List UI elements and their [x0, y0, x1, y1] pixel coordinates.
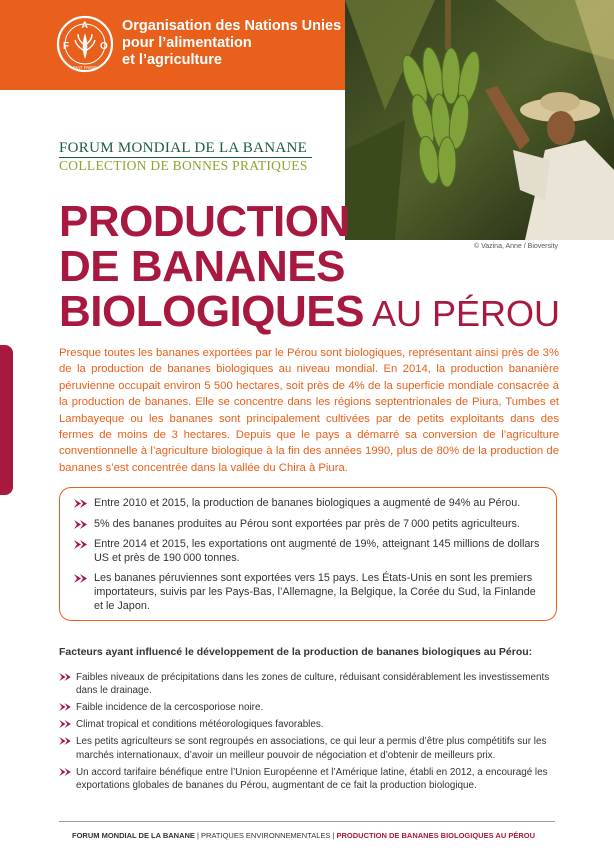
forum-subtitle: COLLECTION DE BONNES PRATIQUES [59, 158, 308, 173]
list-item: Faible incidence de la cercosporiose noire. [59, 701, 559, 714]
svg-text:F: F [63, 41, 70, 52]
svg-text:O: O [100, 41, 108, 52]
intro-paragraph: Presque toutes les bananes exportées par le Pérou sont biologiques, représentant ainsi près de 3% de la production de bananes biologiques au niveau mondial. En 2014, la production bananière péruvienne occupait environ 5 500 hectares, soit près de 4% de la superficie mondiale consacrée à la production de bananes. Elle se concentre dans les régions septentrionales de Piura, Tumbes et Lambayeque ou les bananes sont principalement cultivées par de petits exploitants dans des fermes de moins de 3 hectares. Depuis que le pays a démarré sa conversion de l’agriculture conventionnelle à l’agriculture biologique à la fin des années 1990, plus de 80% de la production de bananes s’est concentrée dans la vallée du Chira à Piura. [59, 347, 559, 474]
list-item: Climat tropical et conditions météorologiques favorables. [59, 718, 559, 731]
key-points-list [60, 488, 556, 613]
forum-title: FORUM MONDIAL DE LA BANANE [59, 140, 308, 156]
fao-logo-icon [56, 15, 114, 73]
key-points-box [59, 487, 557, 621]
factors-list [59, 671, 559, 796]
title-line-3 [59, 289, 560, 336]
fao-motto: FIAT PANIS [73, 65, 97, 70]
footer-divider [59, 821, 555, 822]
list-item: 5% des bananes produites au Pérou sont exportées par près de 7 000 petits agriculteurs. [74, 518, 544, 532]
footer-separator: | [330, 831, 337, 840]
title-line-2: DE BANANES [59, 242, 345, 291]
chevron-bullet-icon [74, 499, 88, 508]
chevron-bullet-icon [74, 520, 88, 529]
page-title [59, 199, 560, 336]
chevron-bullet-icon [74, 540, 88, 549]
list-item: Un accord tarifaire bénéfique entre l’Union Européenne et l’Amérique latine, établi en 2012, a encouragé les exportations globales de bananes du Pérou, augmentant de ce fait la production biologique. [59, 766, 559, 793]
footer-section: PRATIQUES ENVIRONNEMENTALES [201, 831, 331, 840]
chevron-bullet-icon [59, 768, 72, 776]
org-name-line-3: et l’agriculture [122, 52, 222, 68]
photo-credit: © Vazina, Anne / Bioversity [473, 243, 558, 250]
footer-doc-title: PRODUCTION DE BANANES BIOLOGIQUES AU PÉROU [336, 831, 535, 840]
side-tab [0, 345, 13, 495]
footer [72, 831, 535, 840]
list-item: Entre 2010 et 2015, la production de bananes biologiques a augmenté de 94% au Pérou. [74, 497, 544, 511]
chevron-bullet-icon [59, 720, 72, 728]
org-name [122, 18, 341, 69]
footer-forum: FORUM MONDIAL DE LA BANANE [72, 831, 195, 840]
list-item: Les bananes péruviennes sont exportées vers 15 pays. Les États-Unis en sont les premiers importateurs, suivis par les Pays-Bas, l’Allemagne, la Belgique, la Corée du Sud, la Finlande et le Japon. [74, 572, 544, 613]
chevron-bullet-icon [59, 737, 72, 745]
header-band [0, 0, 345, 90]
footer-separator: | [194, 831, 202, 840]
factors-heading: Facteurs ayant influencé le développement de la production de bananes biologiques au Pérou: [59, 646, 533, 658]
list-item: Faibles niveaux de précipitations dans les zones de culture, réduisant considérablement les investissements dans le drainage. [59, 671, 559, 698]
chevron-bullet-icon [59, 703, 72, 711]
chevron-bullet-icon [74, 574, 88, 583]
svg-text:A: A [81, 20, 88, 30]
title-line-3-bold: BIOLOGIQUES [59, 287, 364, 336]
title-line-1: PRODUCTION [59, 197, 350, 246]
list-item: Les petits agriculteurs se sont regroupés en associations, ce qui leur a permis d’être plus compétitifs sur les marchés internationaux, d’avoir un meilleur pouvoir de négociation et d’obtenir de meilleurs prix. [59, 735, 559, 762]
org-name-line-2: pour l’alimentation [122, 35, 252, 51]
list-item: Entre 2014 et 2015, les exportations ont augmenté de 19%, atteignant 145 millions de dollars US et près de 190 000 tonnes. [74, 538, 544, 565]
chevron-bullet-icon [59, 673, 72, 681]
title-line-3-light: AU PÉROU [363, 293, 561, 334]
org-name-line-1: Organisation des Nations Unies [122, 18, 342, 34]
